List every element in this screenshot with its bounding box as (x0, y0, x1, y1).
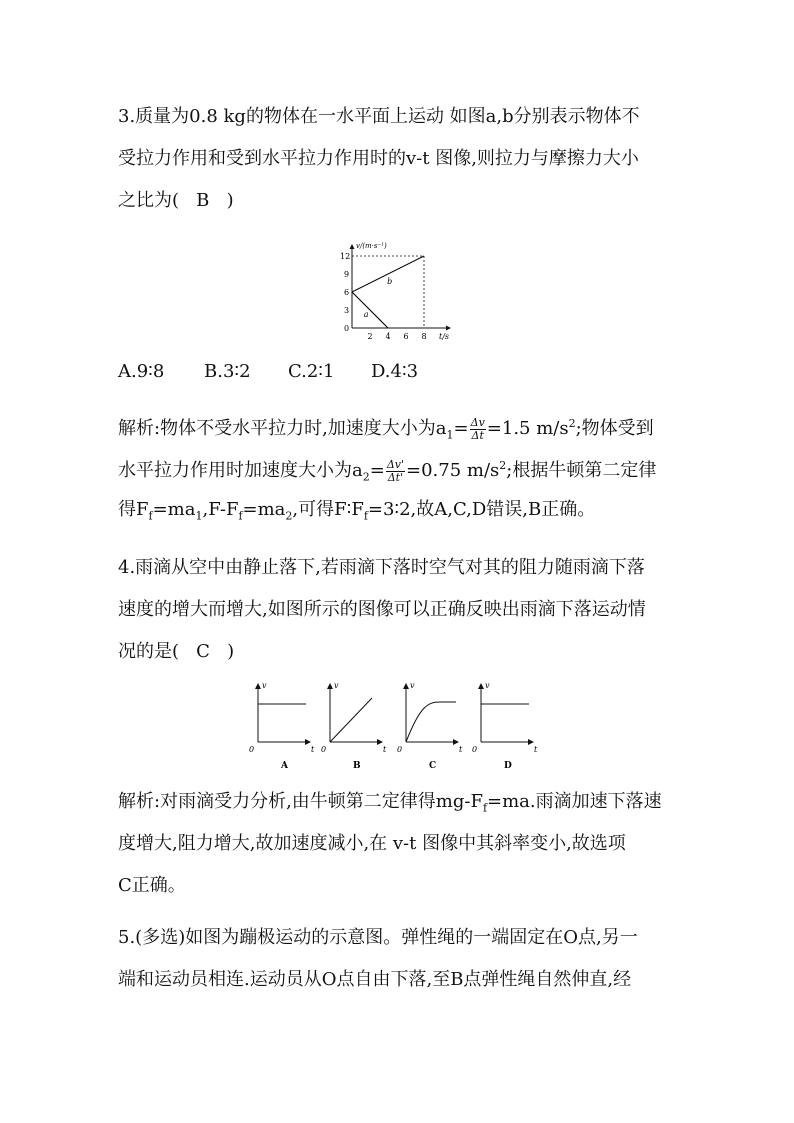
q5-line-2: 端和运动员相连.运动员从O点自由下落,至B点弹性绳自然伸直,经 (118, 969, 632, 990)
q5-line-1: 5.(多选)如图为蹦极运动的示意图。弹性绳的一端固定在O点,另一 (118, 927, 638, 948)
q4-analysis-line-2: 度增大,阻力增大,故加速度减小,在 v-t 图像中其斜率变小,故选项 (118, 833, 626, 854)
option-c: C.2∶1 (288, 361, 335, 382)
q4-line-2: 速度的增大而增大,如图所示的图像可以正确反映出雨滴下落运动情 (118, 599, 646, 620)
axis-label-t: t (383, 745, 387, 754)
graph-d (472, 681, 538, 771)
fraction-2: $\frac{\Delta v'}{\Delta t'}$ (386, 457, 405, 484)
fraction-1: $\frac{\Delta v}{\Delta t}$ (470, 415, 485, 442)
option-a: A.9∶8 (118, 361, 165, 382)
series-label-b: b (387, 277, 393, 287)
origin-label: 0 (321, 745, 327, 754)
q3-line-2: 受拉力作用和受到水平拉力作用时的v-t 图像,则拉力与摩擦力大小 (118, 148, 639, 169)
x-tick-label: 4 (385, 332, 391, 341)
axis-label-t: t (459, 745, 463, 754)
x-tick-label: 8 (421, 332, 427, 341)
graph-label: B (353, 761, 361, 771)
graph-label: A (281, 761, 288, 771)
y-tick-label: 6 (344, 288, 350, 297)
graph-c (397, 681, 463, 771)
y-axis-arrow (350, 244, 355, 249)
q3-line-1: 3.质量为0.8 kg的物体在一水平面上运动 如图a,b分别表示物体不 (118, 106, 640, 127)
x-tick-label: 6 (403, 332, 409, 341)
axis-label-v: v (334, 681, 339, 690)
series-label-a: a (363, 310, 369, 320)
q4-line-1: 4.雨滴从空中由静止落下,若雨滴下落时空气对其的阻力随雨滴下落 (118, 557, 645, 578)
x-axis-arrow (446, 326, 451, 331)
axis-label-v: v (410, 681, 415, 690)
q4-analysis-line-1: 解析:对雨滴受力分析,由牛顿第二定律得$mg-F_f=ma$.雨滴加速下落速 (118, 791, 662, 815)
graph-curve (406, 702, 456, 742)
q3-line-3: 之比为( B ) (118, 190, 234, 211)
q4-graphs (248, 676, 548, 772)
series-line-a (352, 292, 388, 328)
y-tick-label: 3 (344, 306, 350, 315)
y-tick-label: 9 (344, 270, 350, 279)
origin-label: 0 (249, 745, 255, 754)
graph-label: C (429, 761, 437, 771)
origin-label: 0 (344, 324, 350, 333)
q4-line-3: 况的是( C ) (118, 641, 235, 662)
option-d: D.4∶3 (371, 361, 419, 382)
q4-analysis-line-3: C正确。 (118, 875, 186, 896)
q3-analysis-line-1: 解析:物体不受水平拉力时,加速度大小为$a_1=$ $\frac{\Delta v}{\Delta t}$ =1.5 $m/s^2$;物体受到 (118, 415, 654, 442)
origin-label: 0 (472, 745, 478, 754)
q3-analysis-line-2: 水平拉力作用时加速度大小为$a_2=$ $\frac{\Delta v'}{\Delta t'}$ =0.75 $m/s^2$;根据牛顿第二定律 (118, 457, 657, 484)
x-axis-label: t/s (439, 332, 450, 341)
origin-label: 0 (397, 745, 403, 754)
axis-label-v: v (262, 681, 267, 690)
y-axis-label: v/(m·s⁻¹) (356, 242, 387, 250)
q3-vt-chart (330, 228, 462, 346)
x-tick-label: 2 (367, 332, 373, 341)
axis-label-t: t (311, 745, 315, 754)
series-line-b (352, 256, 424, 292)
option-b: B.3∶2 (204, 361, 251, 382)
y-tick-label: 12 (340, 252, 351, 261)
q3-analysis-line-3: 得$F_f=ma_1,F-F_f=ma_2$,可得$F∶F_f=3∶2$,故A,C,D错误,B正确。 (118, 499, 596, 523)
axis-label-t: t (534, 745, 538, 754)
graph-curve (330, 698, 372, 742)
graph-a (249, 681, 315, 771)
axis-label-v: v (485, 681, 490, 690)
graph-label: D (504, 761, 512, 771)
graph-b (321, 681, 387, 771)
